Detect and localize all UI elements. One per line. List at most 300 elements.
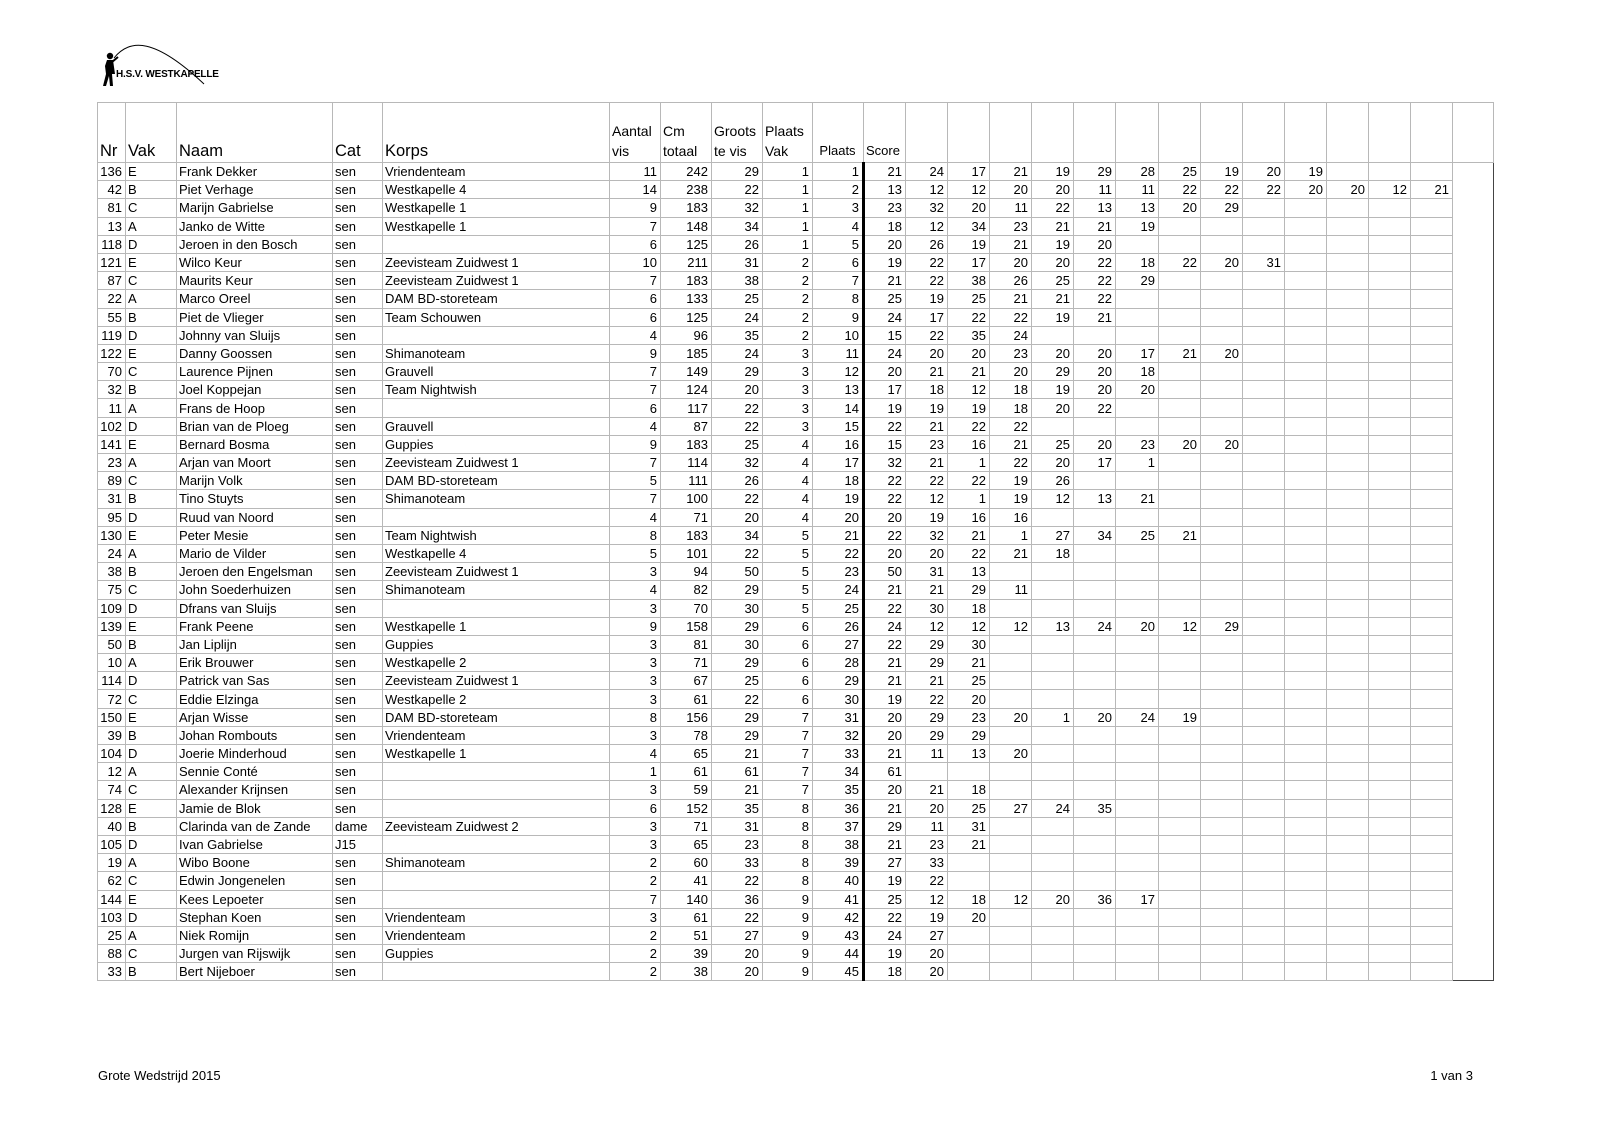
cell-score [1116,635,1159,653]
cell-score [1243,726,1285,744]
cell-score: 21 [990,290,1032,308]
cell-score: 31 [906,563,948,581]
cell-score [1285,799,1327,817]
cell-score: 12 [1159,617,1201,635]
cell-nr: 74 [98,781,126,799]
cell-nr: 141 [98,435,126,453]
cell-score: 17 [948,163,990,181]
cell-aantal-vis: 6 [610,799,661,817]
cell-vak: B [126,726,177,744]
cell-nr: 23 [98,454,126,472]
cell-score [990,672,1032,690]
cell-aantal-vis: 9 [610,199,661,217]
cell-vak: D [126,672,177,690]
cell-nr: 70 [98,363,126,381]
cell-plaats: 24 [813,581,864,599]
cell-score [1243,472,1285,490]
cell-score: 12 [906,890,948,908]
cell-cat: sen [333,235,383,253]
cell-aantal-vis: 8 [610,708,661,726]
logo-text: H.S.V. WESTKAPELLE [116,69,219,80]
cell-vak: D [126,835,177,853]
cell-plaats-vak: 9 [763,963,813,981]
table-row [98,854,1494,872]
cell-score: 20 [990,253,1032,271]
cell-score: 25 [948,290,990,308]
cell-grootste-vis: 22 [712,908,763,926]
cell-plaats-vak: 3 [763,381,813,399]
cell-score [990,817,1032,835]
cell-plaats-vak: 8 [763,799,813,817]
cell-score [990,908,1032,926]
cell-vak: E [126,526,177,544]
table-row [98,726,1494,744]
cell-plaats: 41 [813,890,864,908]
cell-score [1411,908,1453,926]
cell-score [1327,835,1369,853]
cell-grootste-vis: 26 [712,472,763,490]
cell-grootste-vis: 24 [712,344,763,362]
cell-aantal-vis: 6 [610,235,661,253]
cell-vak: D [126,235,177,253]
cell-score: 19 [864,399,906,417]
cell-score [1327,308,1369,326]
table-row [98,526,1494,544]
cell-plaats: 16 [813,435,864,453]
cell-vak: D [126,599,177,617]
cell-score [1369,726,1411,744]
cell-score: 19 [990,490,1032,508]
table-row [98,344,1494,362]
cell-score [990,654,1032,672]
cell-score: 35 [948,326,990,344]
cell-score [1243,399,1285,417]
cell-naam: Arjan van Moort [177,454,333,472]
cell-score: 24 [864,617,906,635]
cell-score [990,635,1032,653]
cell-grootste-vis: 29 [712,708,763,726]
table-row [98,908,1494,926]
cell-score: 19 [906,508,948,526]
cell-score [1285,963,1327,981]
cell-plaats-vak: 4 [763,508,813,526]
cell-score [1116,417,1159,435]
cell-naam: Alexander Krijnsen [177,781,333,799]
cell-score: 22 [864,417,906,435]
cell-score [1159,272,1201,290]
cell-score [1369,563,1411,581]
header-score: Score [864,103,906,163]
cell-score [1327,508,1369,526]
cell-score: 23 [948,708,990,726]
cell-score [1369,199,1411,217]
table-row [98,672,1494,690]
cell-score [1074,872,1116,890]
table-row [98,745,1494,763]
cell-score [1369,599,1411,617]
cell-score [1201,272,1243,290]
cell-score [1032,599,1074,617]
cell-score: 21 [864,163,906,181]
cell-korps [383,872,610,890]
cell-plaats: 43 [813,926,864,944]
cell-score [1243,690,1285,708]
header-blank [1285,103,1327,163]
cell-score: 18 [948,890,990,908]
header-blank [990,103,1032,163]
cell-score: 21 [990,435,1032,453]
cell-score: 22 [864,599,906,617]
cell-score: 20 [1327,181,1369,199]
cell-naam: Jeroen in den Bosch [177,235,333,253]
cell-korps: Westkapelle 1 [383,199,610,217]
cell-score [1201,363,1243,381]
cell-score: 19 [990,472,1032,490]
cell-grootste-vis: 20 [712,963,763,981]
cell-score [1032,672,1074,690]
cell-score: 22 [990,454,1032,472]
cell-score [1074,472,1116,490]
cell-score: 21 [1159,344,1201,362]
cell-score [1369,308,1411,326]
cell-score [1327,672,1369,690]
cell-score: 20 [1074,235,1116,253]
cell-score [1369,454,1411,472]
cell-grootste-vis: 23 [712,835,763,853]
cell-score: 20 [906,544,948,562]
cell-nr: 128 [98,799,126,817]
cell-score [1201,544,1243,562]
cell-score: 19 [1285,163,1327,181]
cell-score: 1 [990,526,1032,544]
cell-score [1285,854,1327,872]
cell-plaats: 45 [813,963,864,981]
cell-score: 22 [864,908,906,926]
cell-cat: dame [333,817,383,835]
table-row [98,763,1494,781]
cell-score: 22 [906,472,948,490]
cell-score [1411,635,1453,653]
cell-cat: sen [333,417,383,435]
cell-plaats-vak: 4 [763,472,813,490]
cell-aantal-vis: 7 [610,890,661,908]
table-row [98,326,1494,344]
cell-vak: C [126,581,177,599]
cell-score: 11 [990,199,1032,217]
cell-score [1411,399,1453,417]
cell-score [1243,454,1285,472]
cell-grootste-vis: 29 [712,163,763,181]
cell-score [990,963,1032,981]
cell-score [1327,635,1369,653]
cell-score [1369,526,1411,544]
table-row [98,799,1494,817]
cell-score: 21 [948,835,990,853]
cell-naam: Maurits Keur [177,272,333,290]
header-blank [1453,103,1494,163]
cell-cm-totaal: 59 [661,781,712,799]
cell-naam: Wibo Boone [177,854,333,872]
cell-score: 21 [906,454,948,472]
cell-score [1116,799,1159,817]
cell-nr: 24 [98,544,126,562]
cell-cat: sen [333,745,383,763]
cell-score [1032,635,1074,653]
cell-score: 11 [990,581,1032,599]
cell-score [1116,563,1159,581]
cell-score [1327,872,1369,890]
cell-score [1369,817,1411,835]
cell-naam: Eddie Elzinga [177,690,333,708]
cell-score: 19 [864,872,906,890]
cell-naam: Piet Verhage [177,181,333,199]
cell-score [1327,454,1369,472]
cell-plaats-vak: 9 [763,926,813,944]
cell-korps: Vriendenteam [383,908,610,926]
cell-korps: Vriendenteam [383,726,610,744]
cell-score [1285,235,1327,253]
cell-score [1159,854,1201,872]
cell-score: 20 [1074,344,1116,362]
cell-score: 21 [864,654,906,672]
cell-score [1074,781,1116,799]
cell-plaats-vak: 4 [763,435,813,453]
header-row [98,103,1494,163]
header-korps: Korps [383,103,610,163]
cell-cm-totaal: 111 [661,472,712,490]
cell-score [1285,690,1327,708]
cell-korps: Westkapelle 1 [383,745,610,763]
cell-cm-totaal: 61 [661,763,712,781]
cell-score [1369,745,1411,763]
cell-plaats-vak: 9 [763,945,813,963]
cell-naam: Patrick van Sas [177,672,333,690]
cell-score [1243,963,1285,981]
cell-score [1327,217,1369,235]
cell-score [948,945,990,963]
cell-aantal-vis: 9 [610,344,661,362]
cell-score [1327,581,1369,599]
table-row [98,454,1494,472]
cell-score: 20 [948,344,990,362]
cell-score [1243,381,1285,399]
cell-score [1411,799,1453,817]
cell-score [1411,344,1453,362]
cell-score: 12 [1032,490,1074,508]
cell-score [1032,745,1074,763]
cell-plaats: 40 [813,872,864,890]
cell-score [1411,963,1453,981]
table-row [98,308,1494,326]
cell-korps: Westkapelle 1 [383,617,610,635]
cell-score: 19 [948,399,990,417]
cell-vak: A [126,544,177,562]
cell-vak: E [126,890,177,908]
cell-naam: Marijn Gabrielse [177,199,333,217]
cell-score [1285,817,1327,835]
cell-cm-totaal: 183 [661,435,712,453]
cell-score [1243,581,1285,599]
cell-score [1201,599,1243,617]
cell-score [1159,563,1201,581]
cell-score: 21 [906,672,948,690]
cell-score: 25 [864,290,906,308]
cell-score: 19 [906,399,948,417]
cell-score: 19 [906,908,948,926]
cell-grootste-vis: 22 [712,417,763,435]
header-blank [1116,103,1159,163]
cell-score: 34 [1074,526,1116,544]
cell-score [1327,617,1369,635]
cell-cat: sen [333,326,383,344]
cell-nr: 22 [98,290,126,308]
cell-cm-totaal: 41 [661,872,712,890]
cell-score [1116,835,1159,853]
cell-score: 26 [906,235,948,253]
cell-score [1369,490,1411,508]
cell-plaats: 23 [813,563,864,581]
cell-score: 21 [1032,290,1074,308]
cell-score [1369,708,1411,726]
cell-plaats: 25 [813,599,864,617]
cell-cat: sen [333,454,383,472]
cell-score [1159,690,1201,708]
cell-score [1159,654,1201,672]
cell-aantal-vis: 3 [610,817,661,835]
cell-vak: A [126,217,177,235]
cell-score [1411,926,1453,944]
cell-naam: Sennie Conté [177,763,333,781]
cell-score: 21 [948,363,990,381]
cell-score [1201,563,1243,581]
cell-score [990,690,1032,708]
cell-score: 22 [1201,181,1243,199]
cell-score: 25 [948,672,990,690]
cell-score [1411,890,1453,908]
cell-naam: Marijn Volk [177,472,333,490]
cell-korps: Grauvell [383,363,610,381]
cell-korps: Westkapelle 4 [383,544,610,562]
cell-nr: 13 [98,217,126,235]
cell-plaats-vak: 6 [763,654,813,672]
cell-score: 13 [1074,199,1116,217]
cell-plaats: 10 [813,326,864,344]
cell-score [1201,526,1243,544]
cell-score: 18 [990,381,1032,399]
cell-score [1285,253,1327,271]
cell-score: 38 [948,272,990,290]
cell-grootste-vis: 33 [712,854,763,872]
cell-score [1327,290,1369,308]
cell-korps: Zeevisteam Zuidwest 1 [383,563,610,581]
cell-score [1032,817,1074,835]
cell-score [1116,781,1159,799]
cell-naam: Ivan Gabrielse [177,835,333,853]
cell-nr: 102 [98,417,126,435]
cell-score [1327,599,1369,617]
cell-score: 20 [906,945,948,963]
header-grootste-vis: Groots te vis [712,103,763,163]
cell-score: 15 [864,435,906,453]
cell-score: 20 [1116,381,1159,399]
cell-score [1285,708,1327,726]
cell-plaats-vak: 8 [763,817,813,835]
cell-score: 23 [906,835,948,853]
cell-vak: B [126,490,177,508]
header-blank [1243,103,1285,163]
cell-score: 18 [864,217,906,235]
cell-cat: sen [333,253,383,271]
cell-plaats: 1 [813,163,864,181]
cell-score: 29 [906,654,948,672]
cell-score [1369,163,1411,181]
cell-nr: 103 [98,908,126,926]
table-row [98,817,1494,835]
cell-plaats-vak: 8 [763,835,813,853]
cell-score [1327,908,1369,926]
cell-vak: B [126,181,177,199]
cell-score [1201,417,1243,435]
cell-plaats-vak: 8 [763,854,813,872]
cell-nr: 42 [98,181,126,199]
cell-score [1411,708,1453,726]
cell-score: 29 [906,635,948,653]
cell-score [1285,381,1327,399]
cell-score: 17 [906,308,948,326]
cell-plaats: 9 [813,308,864,326]
cell-score: 13 [948,563,990,581]
cell-nr: 150 [98,708,126,726]
cell-score: 21 [948,526,990,544]
cell-cat: sen [333,708,383,726]
cell-korps [383,835,610,853]
cell-score [1411,763,1453,781]
cell-score: 23 [1116,435,1159,453]
cell-score [1243,781,1285,799]
cell-score [1369,253,1411,271]
cell-score [1285,454,1327,472]
cell-score [1285,654,1327,672]
cell-cm-totaal: 125 [661,235,712,253]
cell-score [1285,872,1327,890]
cell-vak: A [126,763,177,781]
cell-grootste-vis: 22 [712,490,763,508]
cell-score [1116,290,1159,308]
cell-score [1116,581,1159,599]
cell-plaats: 15 [813,417,864,435]
cell-vak: C [126,945,177,963]
cell-score: 19 [864,690,906,708]
cell-score [1074,908,1116,926]
cell-nr: 31 [98,490,126,508]
cell-vak: C [126,472,177,490]
cell-score [1159,381,1201,399]
cell-score [1411,217,1453,235]
cell-score [1243,599,1285,617]
cell-score [1201,217,1243,235]
cell-score [1369,617,1411,635]
cell-score [1285,926,1327,944]
cell-grootste-vis: 29 [712,617,763,635]
cell-score [1116,872,1159,890]
cell-score [1159,581,1201,599]
cell-score: 20 [990,363,1032,381]
cell-score [1411,508,1453,526]
cell-aantal-vis: 3 [610,690,661,708]
cell-score [1159,908,1201,926]
cell-grootste-vis: 29 [712,581,763,599]
cell-vak: B [126,635,177,653]
